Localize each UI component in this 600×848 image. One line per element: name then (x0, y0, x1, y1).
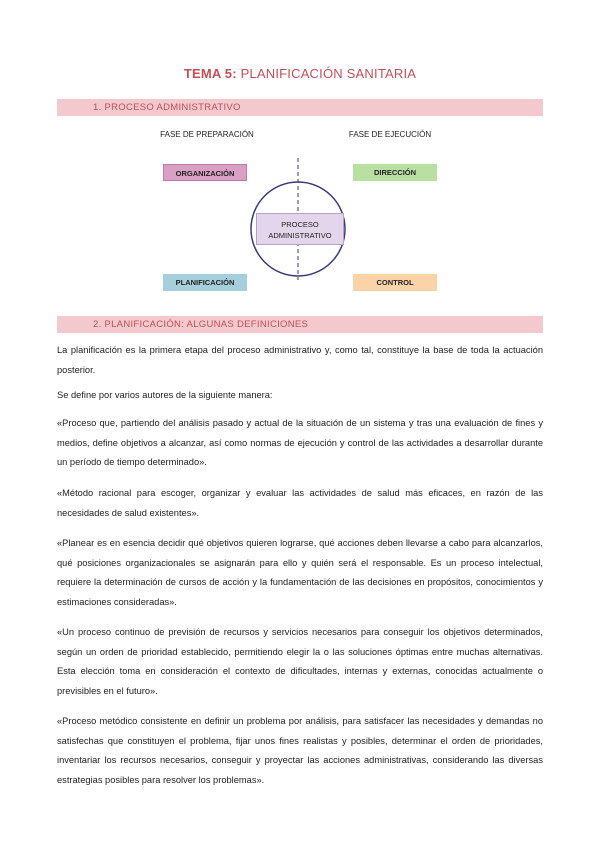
phase-preparation-label: FASE DE PREPARACIÓN (160, 130, 254, 139)
center-process-box (256, 213, 344, 245)
box-control: CONTROL (353, 274, 437, 291)
box-organizacion: ORGANIZACIÓN (163, 164, 247, 181)
box-planificacion: PLANIFICACIÓN (163, 274, 247, 291)
paragraph-1: La planificación es la primera etapa del proceso administrativo y, como tal, constituye la base de toda la actuación posterior. (57, 345, 543, 375)
phase-execution-label: FASE DE EJECUCIÓN (348, 130, 432, 139)
center-label-line1: PROCESO (281, 220, 319, 229)
box-direccion: DIRECCIÓN (353, 164, 437, 181)
section-heading-proceso-administrativo: 1. PROCESO ADMINISTRATIVO (57, 99, 543, 116)
process-diagram-graphic (0, 0, 600, 320)
section-heading-planificacion: 2. PLANIFICACIÓN: ALGUNAS DEFINICIONES (57, 316, 543, 333)
paragraph-4: «Método racional para escoger, organizar y evaluar las actividades de salud más eficaces, en razón de las necesidades de salud existentes». (57, 488, 543, 518)
title-prefix: TEMA 5: (183, 66, 237, 81)
paragraph-5: «Planear es en esencia decidir qué objetivos quieren lograrse, qué acciones deben llevarse a cabo para alcanzarlos, qué posiciones organizacionales se asignarán para ello y quién será el responsable. Es un proceso intelectual, requiere la determinación de cursos de acción y la fundamentación de las decisiones en propósitos, conocimientos y estimaciones consideradas». (57, 538, 543, 607)
paragraph-2: Se define por varios autores de la siguiente manera: (57, 390, 273, 400)
title-text: PLANIFICACIÓN SANITARIA (236, 66, 417, 81)
paragraph-6: «Un proceso continuo de previsión de recursos y servicios necesarios para conseguir los objetivos determinados, según un orden de prioridad establecido, permitiendo elegir la o las soluciones óptimas entre muchas alternativas. Esta elección toma en consideración el contexto de dificultades, internas y externas, conocidas actualmente o previsibles en el futuro». (57, 627, 543, 696)
paragraph-3: «Proceso que, partiendo del análisis pasado y actual de la situación de un sistema y tras una evaluación de fines y medios, define objetivos a alcanzar, así como normas de ejecución y control de las actividades a desarrollar durante un período de tiempo determinado». (57, 418, 543, 467)
center-label-line2: ADMINISTRATIVO (268, 231, 332, 240)
paragraph-7: «Proceso metódico consistente en definir un problema por análisis, para satisfacer las necesidades y demandas no satisfechas que constituyen el problema, fijar unos fines realistas y posibles, determinar el orden de prioridades, inventariar los recursos necesarios, conseguir y proyectar las acciones administrativas, considerando las diversas estrategias posibles para resolver los problemas». (57, 716, 543, 785)
